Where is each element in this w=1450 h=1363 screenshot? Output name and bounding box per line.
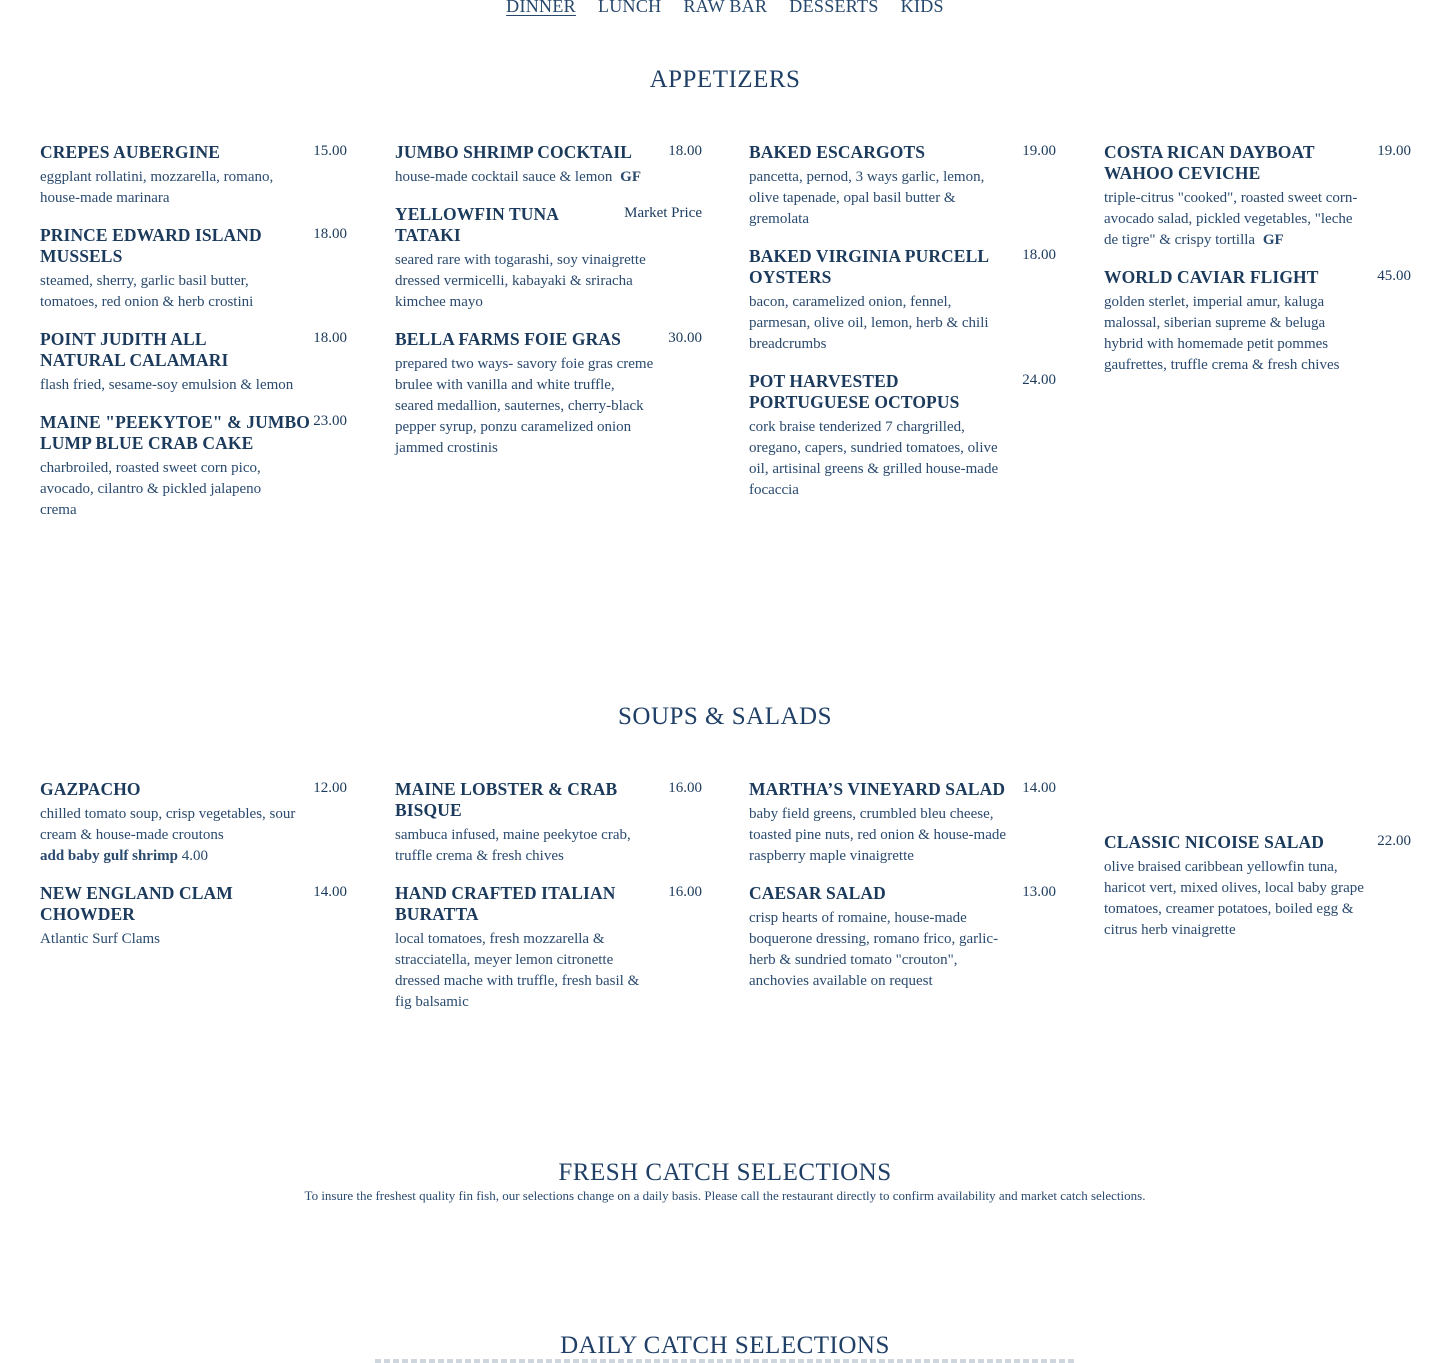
item-name: BAKED ESCARGOTS [749,142,926,162]
item-description: seared rare with togarashi, soy vinaigrette dressed vermicelli, kabayaki & sriracha kimchee mayo [395,252,646,310]
nav-tab-lunch[interactable]: LUNCH [597,0,662,16]
cut-off-text-line [375,1359,1075,1363]
item-description: cork braise tenderized 7 chargrilled, oregano, capers, sundried tomatoes, olive oil, artisinal greens & grilled house-made focaccia [749,419,999,498]
menu-item [749,371,1056,501]
item-price: 16.00 [668,780,702,796]
menu-item [40,779,347,867]
appetizers-title: APPETIZERS [649,66,801,93]
menu-item [40,142,347,209]
item-description-text: triple-citrus "cooked", roasted sweet corn-avocado salad, pickled vegetables, "leche de tigre" & crispy tortilla [1104,190,1358,248]
item-price: 14.00 [313,884,347,900]
item-description: Atlantic Surf Clams [40,931,160,947]
soups-salads-title: SOUPS & SALADS [617,703,832,730]
menu-item [749,883,1056,992]
item-description: baby field greens, crumbled bleu cheese, toasted pine nuts, red onion & house-made raspberry maple vinaigrette [749,806,1007,864]
daily-catch-title: DAILY CATCH SELECTIONS [560,1332,890,1359]
item-name: CREPES AUBERGINE [40,142,221,162]
item-description-text: chilled tomato soup, crisp vegetables, sour cream & house-made croutons [40,806,296,843]
soups-column-2 [395,779,702,1013]
nav-tab-dinner[interactable]: DINNER [506,0,576,16]
item-description: local tomatoes, fresh mozzarella & stracciatella, meyer lemon citronette dressed mache with truffle, fresh basil & fig balsamic [395,931,640,1010]
item-price: 45.00 [1377,268,1411,284]
menu-item [749,246,1056,355]
soups-column-3 [749,779,1056,992]
item-description: bacon, caramelized onion, fennel, parmesan, olive oil, lemon, herb & chili breadcrumbs [749,294,989,352]
item-description [395,167,655,188]
item-name: COSTA RICAN DAYBOAT WAHOO CEVICHE [1104,142,1315,183]
item-description: golden sterlet, imperial amur, kaluga malossal, siberian supreme & beluga hybrid with homemade petit pommes gaufrettes, truffle crema & fresh chives [1104,294,1340,373]
item-price: 18.00 [668,143,702,159]
menu-nav [0,0,1450,17]
fresh-catch-title: FRESH CATCH SELECTIONS [558,1159,892,1186]
item-price: 18.00 [313,226,347,242]
item-price: 19.00 [1022,143,1056,159]
item-name: POT HARVESTED PORTUGUESE OCTOPUS [749,371,960,412]
nav-tab-desserts[interactable]: DESSERTS [789,0,879,16]
fresh-catch-note: To insure the freshest quality fin fish, our selections change on a daily basis. Please call the restaurant directly to confirm availability and market catch selections. [304,1188,1146,1203]
item-name: YELLOWFIN TUNA TATAKI [395,204,558,245]
item-description: charbroiled, roasted sweet corn pico, avocado, cilantro & pickled jalapeno crema [40,460,262,518]
item-description: flash fried, sesame-soy emulsion & lemon [40,377,294,393]
item-name: MAINE "PEEKYTOE" & JUMBO LUMP BLUE CRAB CAKE [40,412,310,453]
item-description: pancetta, pernod, 3 ways garlic, lemon, olive tapenade, opal basil butter & gremolata [749,169,985,227]
item-price: Market Price [624,205,702,221]
item-description: sambuca infused, maine peekytoe crab, truffle crema & fresh chives [395,827,631,864]
soups-column-1 [40,779,347,950]
item-name: HAND CRAFTED ITALIAN BURATTA [395,883,616,924]
appetizers-column-1 [40,142,347,521]
menu-item [749,779,1056,867]
item-name: MARTHA’S VINEYARD SALAD [749,779,1006,799]
item-price: 12.00 [313,780,347,796]
menu-item [1104,142,1411,251]
item-name: POINT JUDITH ALL NATURAL CALAMARI [40,329,229,370]
menu-item [40,883,347,950]
menu-item [395,329,702,459]
menu-item [40,412,347,521]
item-price: 18.00 [1022,247,1056,263]
item-description: prepared two ways- savory foie gras creme brulee with vanilla and white truffle, seared medallion, sauternes, cherry-black pepper syrup, ponzu caramelized onion jammed crostinis [395,356,654,456]
menu-item [1104,267,1411,376]
addon-label: add baby gulf shrimp [40,848,178,864]
item-price: 18.00 [313,330,347,346]
item-name: CAESAR SALAD [749,883,886,903]
menu-item [395,883,702,1013]
item-description: eggplant rollatini, mozzarella, romano, house-made marinara [40,169,274,206]
menu-item [749,142,1056,230]
item-price: 24.00 [1022,372,1056,388]
nav-tab-kids[interactable]: KIDS [900,0,944,16]
item-price: 30.00 [668,330,702,346]
item-name: PRINCE EDWARD ISLAND MUSSELS [40,225,262,266]
item-price: 22.00 [1377,833,1411,849]
item-description: crisp hearts of romaine, house-made boquerone dressing, romano frico, garlic-herb & sundried tomato "crouton", anchovies available on request [749,910,999,989]
item-name: BAKED VIRGINIA PURCELL OYSTERS [749,246,989,287]
appetizers-column-4 [1104,142,1411,376]
item-name: MAINE LOBSTER & CRAB BISQUE [395,779,618,820]
item-name: GAZPACHO [40,779,141,799]
item-description [1104,188,1364,251]
item-name: WORLD CAVIAR FLIGHT [1104,267,1319,287]
item-price: 23.00 [313,413,347,429]
menu-item [40,329,347,396]
appetizers-column-3 [749,142,1056,501]
menu-item [395,142,702,188]
item-description: olive braised caribbean yellowfin tuna, haricot vert, mixed olives, local baby grape tomatoes, creamer potatoes, boiled egg & citrus herb vinaigrette [1104,859,1364,938]
addon-price: 4.00 [181,848,208,864]
item-price: 16.00 [668,884,702,900]
gluten-free-badge: GF [1262,232,1284,248]
item-price: 15.00 [313,143,347,159]
item-name: JUMBO SHRIMP COCKTAIL [395,142,633,162]
soups-column-4 [1104,832,1411,941]
item-name: NEW ENGLAND CLAM CHOWDER [40,883,233,924]
item-price: 13.00 [1022,884,1056,900]
menu-item [395,779,702,867]
item-price: 19.00 [1377,143,1411,159]
item-description-text: house-made cocktail sauce & lemon [395,169,613,185]
item-name: BELLA FARMS FOIE GRAS [395,329,621,349]
gluten-free-badge: GF [620,169,642,185]
item-description [40,804,300,867]
item-description: steamed, sherry, garlic basil butter, tomatoes, red onion & herb crostini [40,273,254,310]
appetizers-column-2 [395,142,702,459]
item-price: 14.00 [1022,780,1056,796]
menu-item [395,204,702,313]
item-name: CLASSIC NICOISE SALAD [1104,832,1324,852]
menu-item [1104,832,1411,941]
menu-item [40,225,347,313]
nav-tab-raw-bar[interactable]: RAW BAR [683,0,768,16]
